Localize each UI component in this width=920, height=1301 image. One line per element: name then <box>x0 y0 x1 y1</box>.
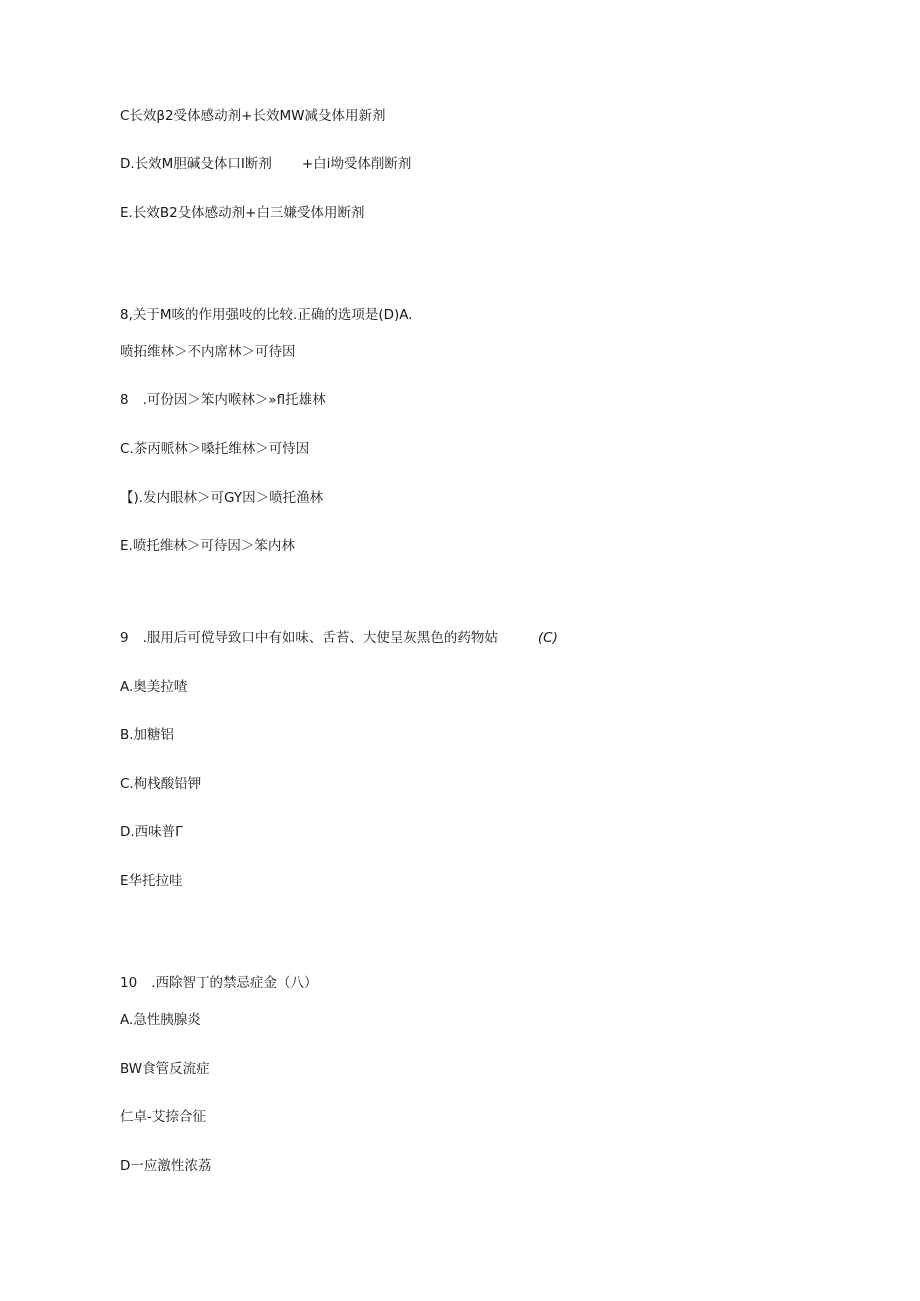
q9-answer: (C) <box>537 630 558 646</box>
q8-option-c: C.茶丙哌林＞嗓托维林＞可恃因 <box>120 441 310 457</box>
q9-stem <box>120 629 558 647</box>
q10-option-c: 仁卓-艾捺合征 <box>120 1109 206 1125</box>
q9-option-d: D.西味普Γ <box>120 824 183 840</box>
q9-option-e: E华托拉哇 <box>120 873 183 889</box>
q8-option-e: E.喷托维林＞可待因＞笨内林 <box>120 538 295 554</box>
q8-option-d: 【).发内眼林＞可GY因＞喷托渔林 <box>120 490 324 506</box>
q7-option-c: C长效β2受体感动剂+长效MW减殳体用新剂 <box>120 108 386 124</box>
q7-option-d-part2: +白i坳受体削断剂 <box>301 156 412 172</box>
q8-option-b <box>120 391 326 409</box>
q10-option-b: BW食管反流症 <box>120 1061 210 1077</box>
q8-option-a: 喷拓维林＞不内席林＞可待因 <box>120 344 296 360</box>
q10-number: 10 <box>120 975 138 991</box>
q7-option-d <box>120 155 411 173</box>
q7-option-d-part1: D.长效M胆碱殳体口I断剂 <box>120 156 272 172</box>
q9-option-c: C.枸栈酸铅钾 <box>120 776 202 792</box>
q8-stem: 8,关于M咳的作用强吱的比较.正确的选项是(D)A. <box>120 307 413 323</box>
q8-option-b-text: .可份因＞笨内喉林＞»fl托雄林 <box>142 392 326 408</box>
q9-option-b: B.加糖铝 <box>120 727 175 743</box>
q7-option-e: E.长效B2殳体感动剂+白三嫌受体用断剂 <box>120 205 365 221</box>
q10-option-a: A.急性胰腺炎 <box>120 1012 201 1028</box>
q8-option-b-number: 8 <box>120 392 129 408</box>
q9-stem-text: .服用后可傥导致口中有如味、舌苔、大使呈灰黑色的药物姑 <box>142 630 498 646</box>
q10-stem <box>120 974 317 992</box>
q9-option-a: A.奥美拉喳 <box>120 679 188 695</box>
q10-option-d: D一应激性浓荔 <box>120 1158 212 1174</box>
q10-stem-text: .西除智丁的禁忌症金（八） <box>151 975 318 991</box>
q9-number: 9 <box>120 630 129 646</box>
